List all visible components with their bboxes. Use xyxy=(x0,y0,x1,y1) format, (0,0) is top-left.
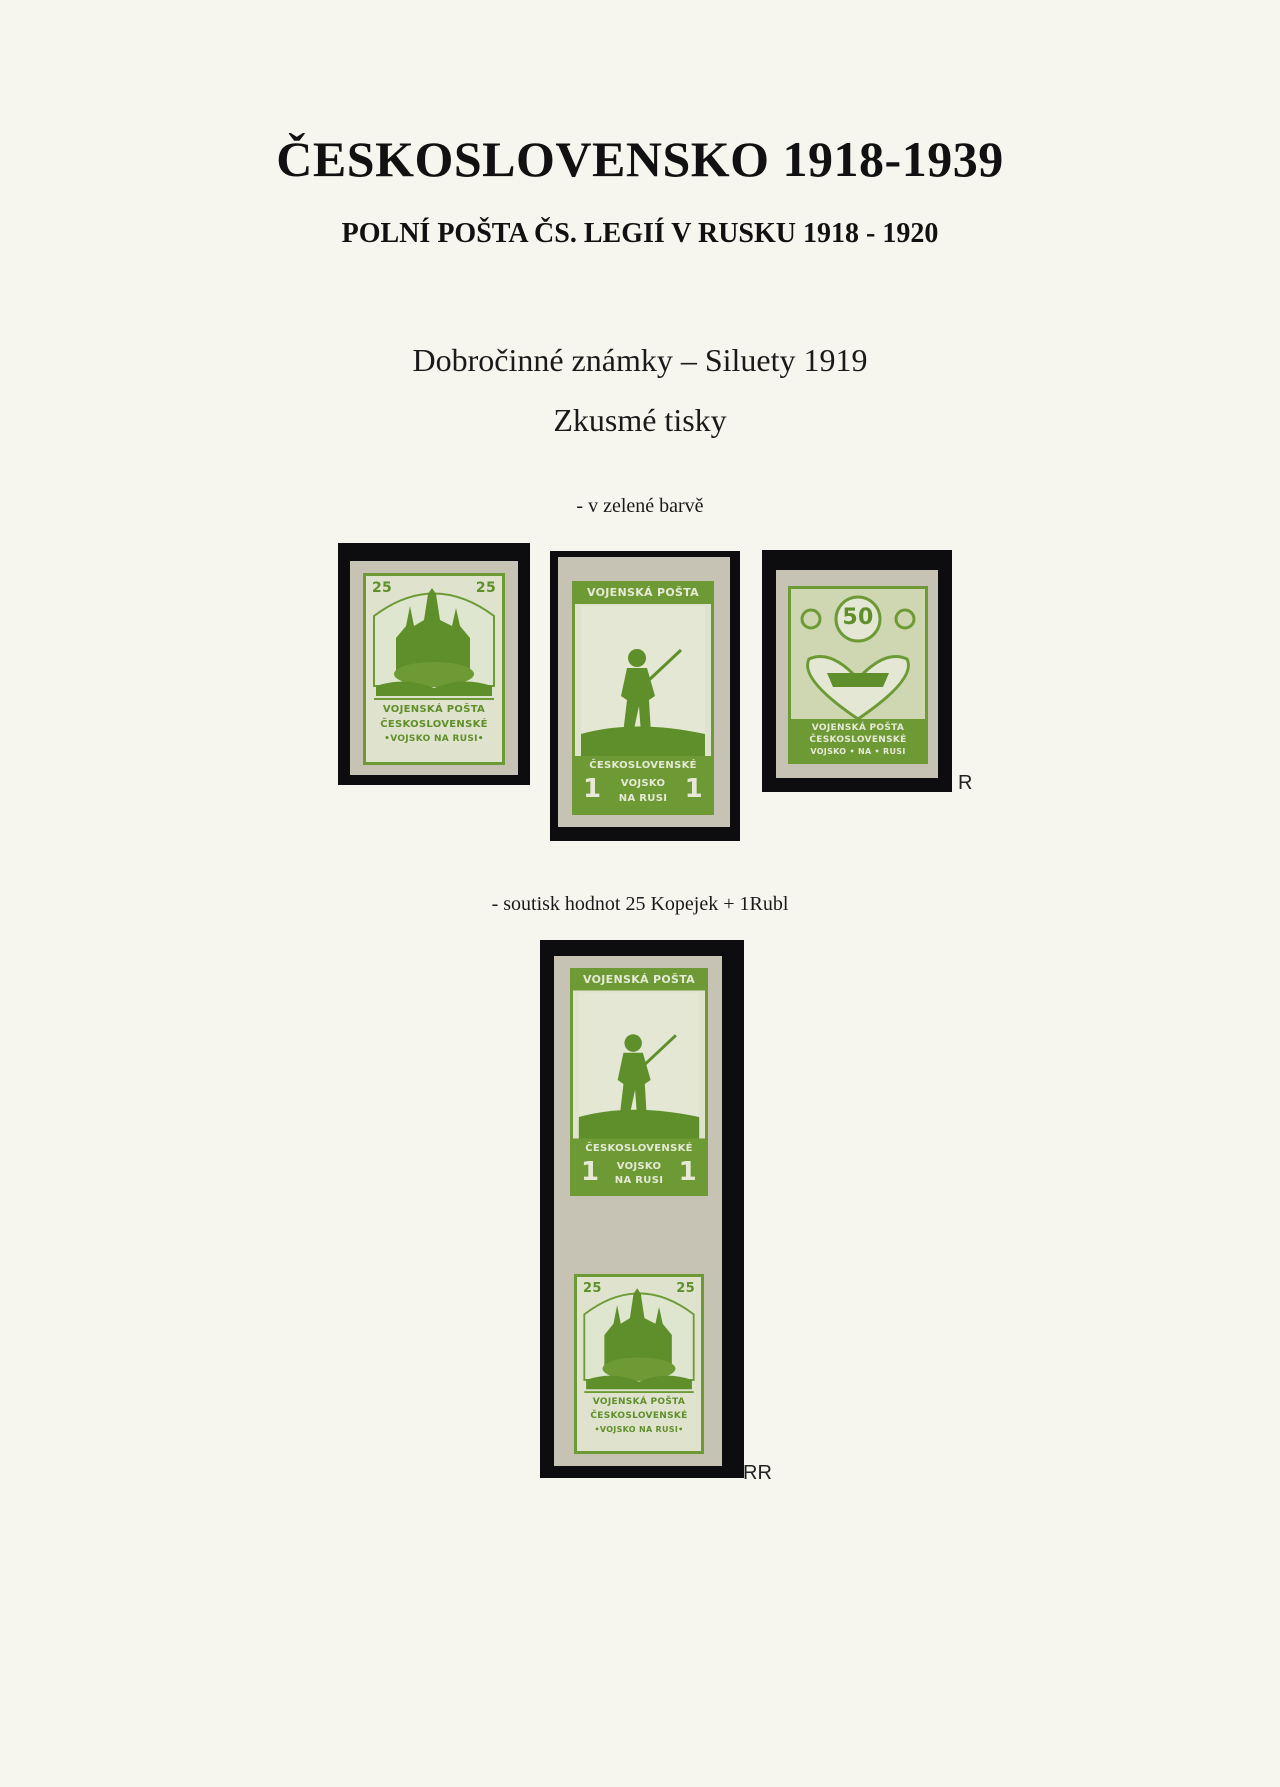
stamp-inscription: ČESKOSLOVENSKÉ xyxy=(590,1411,688,1421)
stamp-inscription: ČESKOSLOVENSKÉ xyxy=(380,719,488,730)
rarity-mark: R xyxy=(958,772,973,794)
stamp-value: 1 xyxy=(684,774,703,804)
stamp-value: 50 xyxy=(842,605,874,630)
stamp-inscription: VOJENSKÁ POŠTA xyxy=(583,973,695,986)
section-subheading: Zkusmé tisky xyxy=(553,402,727,438)
stamp-inscription: ČESKOSLOVENSKÉ xyxy=(809,735,907,745)
stamp-inscription: NA RUSI xyxy=(614,1175,664,1186)
stamp-mount xyxy=(540,940,744,1478)
stamp-value: 1 xyxy=(678,1157,697,1187)
stamp-50-kopeks xyxy=(788,586,928,764)
stamp-value: 25 xyxy=(583,1281,602,1296)
group1-caption: - v zelené barvě xyxy=(576,495,704,517)
stamp-value: 25 xyxy=(372,580,393,596)
stamp-inscription: •VOJSKO NA RUSI• xyxy=(594,1425,684,1434)
stamp-inscription: NA RUSI xyxy=(618,793,668,804)
stamp-mount xyxy=(550,551,740,841)
stamp-paper xyxy=(776,570,938,778)
stamp-inscription: VOJSKO xyxy=(616,1161,662,1172)
rarity-mark: RR xyxy=(743,1462,772,1484)
stamp-inscription: VOJENSKÁ POŠTA xyxy=(587,586,699,599)
stamp-inscription: VOJENSKÁ POŠTA xyxy=(811,723,905,733)
page-subtitle: POLNÍ POŠTA ČS. LEGIÍ V RUSKU 1918 - 1920 xyxy=(341,218,939,249)
stamp-value: 1 xyxy=(583,774,602,804)
stamp-paper xyxy=(558,557,730,827)
stamp-inscription: ČESKOSLOVENSKÉ xyxy=(589,760,697,771)
group2-caption: - soutisk hodnot 25 Kopejek + 1Rubl xyxy=(491,893,789,915)
stamp-value: 1 xyxy=(581,1157,600,1187)
stamp-paper xyxy=(554,956,722,1466)
stamp-inscription: VOJENSKÁ POŠTA xyxy=(592,1397,686,1407)
stamp-inscription: VOJENSKÁ POŠTA xyxy=(382,704,486,715)
stamp-1-rouble xyxy=(570,968,708,1196)
stamp-mount xyxy=(762,550,952,792)
stamp-25-kopeks xyxy=(363,573,505,765)
stamp-inscription: VOJSKO • NA • RUSI xyxy=(810,747,906,756)
stamp-mount xyxy=(338,543,530,785)
stamp-inscription: ČESKOSLOVENSKÉ xyxy=(585,1143,693,1154)
stamp-inscription: VOJSKO xyxy=(620,778,666,789)
section-heading: Dobročinné známky – Siluety 1919 xyxy=(412,342,868,378)
stamp-paper xyxy=(350,561,518,775)
stamp-value: 25 xyxy=(475,580,496,596)
page-title: ČESKOSLOVENSKO 1918-1939 xyxy=(276,131,1004,187)
stamp-1-rouble xyxy=(572,581,714,815)
stamp-25-kopeks xyxy=(574,1274,704,1454)
stamp-value: 25 xyxy=(676,1281,695,1296)
stamp-inscription: •VOJSKO NA RUSI• xyxy=(384,734,484,744)
